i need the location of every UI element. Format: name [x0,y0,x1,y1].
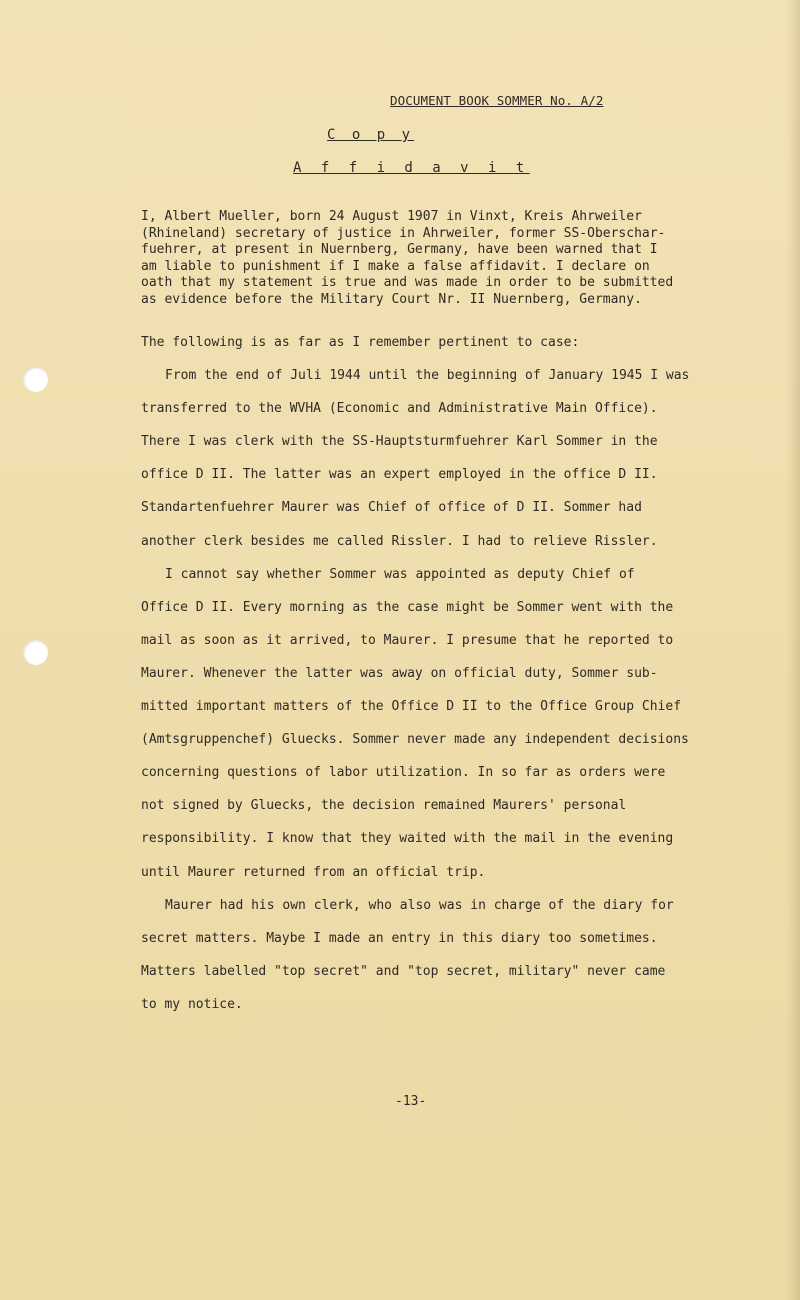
statement-line: There I was clerk with the SS-Hauptsturmfuehrer Karl Sommer in the [141,434,658,450]
statement-line: From the end of Juli 1944 until the beginning of January 1945 I was [165,368,690,384]
intro-line: as evidence before the Military Court Nr. II Nuernberg, Germany. [141,291,642,307]
punch-hole [23,367,48,392]
document-book-header: DOCUMENT BOOK SOMMER No. A/2 [390,93,604,108]
statement-line: Maurer. Whenever the latter was away on official duty, Sommer sub- [141,665,658,681]
statement-line: mail as soon as it arrived, to Maurer. I presume that he reported to [141,632,674,648]
statement-line: Standartenfuehrer Maurer was Chief of office of D II. Sommer had [141,500,642,516]
intro-line: I, Albert Mueller, born 24 August 1907 in Vinxt, Kreis Ahrweiler [141,209,642,224]
intro-line: fuehrer, at present in Nuernberg, Germany, have been warned that I [141,242,658,257]
statement-line: I cannot say whether Sommer was appointed as deputy Chief of [165,566,635,582]
statement-line: office D II. The latter was an expert employed in the office D II. [141,467,658,483]
statement-line: Office D II. Every morning as the case might be Sommer went with the [141,599,674,615]
page-edge-shadow [786,0,800,1300]
copy-label: C o p y [327,127,415,143]
affidavit-statement-body [141,326,741,1021]
statement-line: until Maurer returned from an official trip. [141,864,486,880]
statement-line: concerning questions of labor utilization. In so far as orders were [141,765,666,781]
affidavit-intro-paragraph [141,209,731,308]
intro-line: am liable to punishment if I make a false affidavit. I declare on [141,258,650,274]
intro-line: (Rhineland) secretary of justice in Ahrweiler, former SS-Oberschar- [141,225,666,241]
document-title: A f f i d a v i t [293,160,530,176]
statement-line: The following is as far as I remember pertinent to case: [141,335,580,350]
statement-line: mitted important matters of the Office D II to the Office Group Chief [141,699,682,715]
statement-line: secret matters. Maybe I made an entry in this diary too sometimes. [141,930,658,946]
statement-line: Maurer had his own clerk, who also was in charge of the diary for [165,897,674,913]
statement-line: another clerk besides me called Rissler. I had to relieve Rissler. [141,533,658,549]
punch-hole [23,640,48,665]
statement-line: responsibility. I know that they waited with the mail in the evening [141,831,674,847]
page-number: -13- [395,1094,427,1109]
statement-line: transferred to the WVHA (Economic and Administrative Main Office). [141,401,658,417]
statement-line: (Amtsgruppenchef) Gluecks. Sommer never made any independent decisions [141,732,689,748]
statement-line: to my notice. [141,996,243,1012]
statement-line: not signed by Gluecks, the decision remained Maurers' personal [141,798,627,814]
statement-line: Matters labelled "top secret" and "top secret, military" never came [141,963,666,979]
intro-line: oath that my statement is true and was made in order to be submitted [141,275,674,290]
